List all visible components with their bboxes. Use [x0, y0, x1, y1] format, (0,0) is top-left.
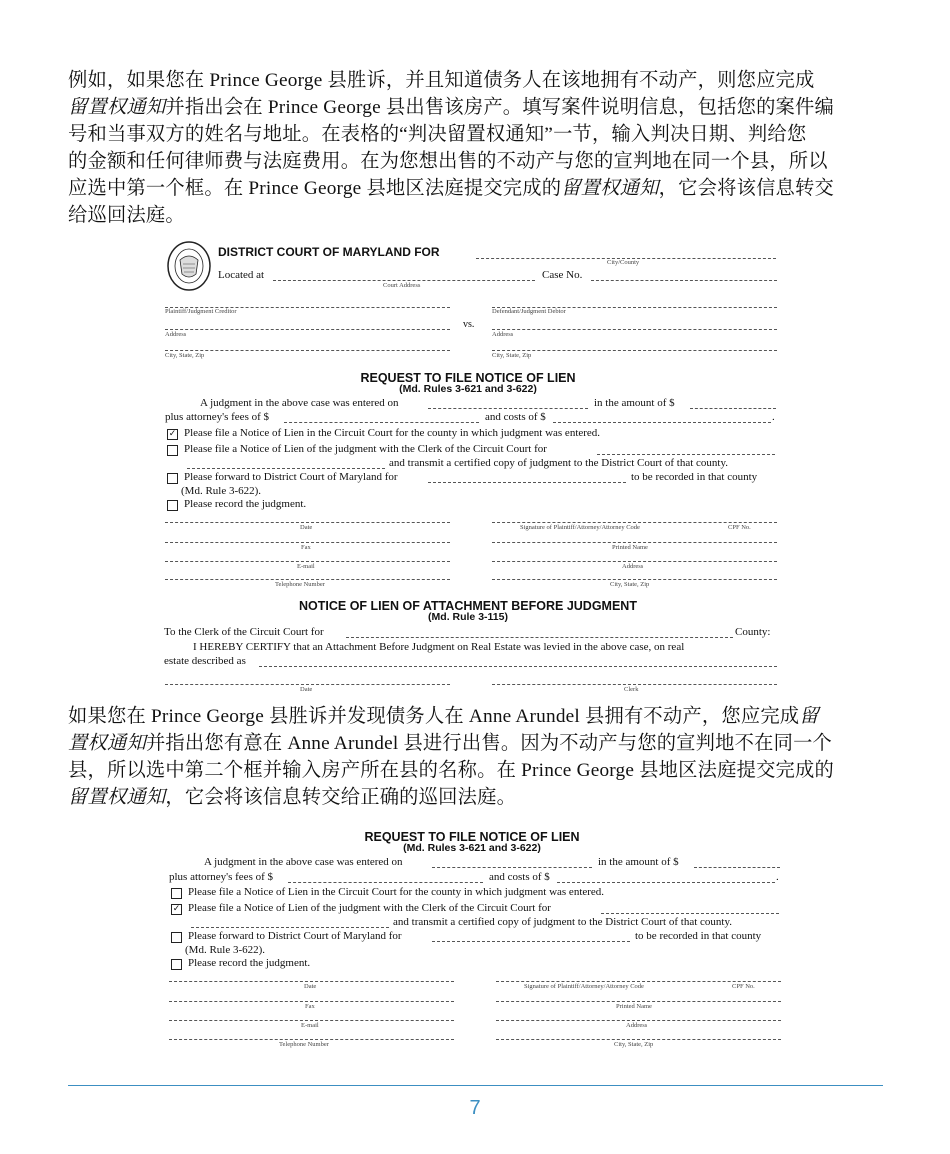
para2-line4: 留置权通知，它会将该信息转交给正确的巡回法庭。 — [68, 787, 517, 808]
forward-county-field-2[interactable] — [432, 941, 630, 942]
court-header: DISTRICT COURT OF MARYLAND FOR — [218, 245, 440, 259]
form-image-2: REQUEST TO FILE NOTICE OF LIEN (Md. Rules 3-621 and 3-622) A judgment in the above case was entered on in the amount of $ plus attorney's fees of $ and costs of $ . Please file a Notice of Lien in the Circuit Court for the county in which judgment was entered. ✓ Please file a Notice of Lien of the judgment with the Clerk of the Circuit Court for and transmit a certified copy of judgment to the District Court of that county. Please forward to District Court of Maryland for to be recorded in that county (Md. Rule 3-622). Please record the judgment. Date Fax E-mail Telephone Number Signature of Plaintiff/Attorney/Attorney Code CPF No. Printed Name Address City, State, Zip — [0, 0, 950, 1154]
costs-field-2[interactable] — [557, 882, 775, 883]
form2-title: REQUEST TO FILE NOTICE OF LIEN — [364, 830, 580, 844]
para1-line2: 留置权通知并指出会在 Prince George 县出售该房产。填写案件说明信息，包括您的案件编 — [68, 97, 834, 118]
judgment-date-field-2[interactable] — [432, 867, 592, 868]
phone-field-2[interactable] — [169, 1039, 454, 1040]
lien-notice-term: 留置权通知 — [68, 97, 166, 118]
option4-checkbox-2[interactable] — [171, 959, 182, 970]
para1-line5: 应选中第一个框。在 Prince George 县地区法庭提交完成的留置权通知，它会将该信息转交 — [68, 178, 835, 199]
form-image-1: DISTRICT COURT OF MARYLAND FOR City/County Located at Court Address Case No. Plaintiff/Judgment Creditor Address City, State, Zip vs. Defendant/Judgment Debtor Address City, State, Zip REQUEST TO FILE NOTICE OF LIEN (Md. Rules 3-621 and 3-622) A judgment in the above case was entered on in the amount of $ plus attorney's fees of $ and costs of $ . ✓ Please file a Notice of Lien in the Circuit Court for the county in which judgment was entered. Please file a Notice of Lien of the judgment with the Clerk of the Circuit Court for and transmit a certified copy of judgment to the District Court of that county. Please forward to District Court of Maryland for to be recorded in that county (Md. Rule 3-622). Please record the judgment. Date Fax E-mail Telephone Number Signature of Plaintiff/Attorney/Attorney Code CPF No. Printed Name Address City, State, Zip NOTICE OF LIEN OF ATTACHMENT BEFORE JUDGMENT (Md. Rule 3-115) To the Clerk of the Circuit Court for County: I HEREBY CERTIFY that an Attachment Before Judgment on Real Estate was levied in the above case, on real estate described as Date Clerk — [0, 0, 950, 700]
circuit-court-field-b2[interactable] — [191, 927, 389, 928]
para2-line1: 如果您在 Prince George 县胜诉并发现债务人在 Anne Arundel 县拥有不动产，您应完成留 — [68, 706, 819, 727]
circuit-court-field-b[interactable] — [601, 913, 779, 914]
para2-line3: 县，所以选中第二个框并输入房产所在县的名称。在 Prince George 县地区法庭提交完成的 — [68, 760, 834, 781]
option1-checkbox[interactable]: ✓ — [168, 429, 177, 439]
para2-line2: 置权通知并指出您有意在 Anne Arundel 县进行出售。因为不动产与您的宣判地不在同一个 — [68, 733, 833, 754]
sig-city-field-2[interactable] — [496, 1039, 781, 1040]
para1-line4: 的金额和任何律师费与法庭费用。在为您想出售的不动产与您的宣判地在同一个县，所以 — [68, 151, 828, 172]
footer-rule — [68, 1085, 883, 1086]
printed-name-field-2[interactable] — [496, 1001, 781, 1002]
atty-fees-field-2[interactable] — [288, 882, 483, 883]
date-field-2[interactable] — [169, 981, 454, 982]
form1-attachment-title: NOTICE OF LIEN OF ATTACHMENT BEFORE JUDGMENT — [299, 599, 637, 613]
fax-field-2[interactable] — [169, 1001, 454, 1002]
option1-checkbox-2[interactable] — [171, 888, 182, 899]
para1-line6: 给巡回法庭。 — [68, 205, 185, 226]
judgment-amount-field-2[interactable] — [694, 867, 780, 868]
email-field-2[interactable] — [169, 1020, 454, 1021]
option3-checkbox-2[interactable] — [171, 932, 182, 943]
signature-field-2[interactable] — [496, 981, 781, 982]
form1-title: REQUEST TO FILE NOTICE OF LIEN — [360, 371, 576, 385]
page-number: 7 — [469, 1097, 481, 1119]
para1-line1: 例如，如果您在 Prince George 县胜诉，并且知道债务人在该地拥有不动产，则您应完成 — [68, 70, 815, 91]
para1-line3: 号和当事双方的姓名与地址。在表格的“判决留置权通知”一节，输入判决日期、判给您 — [68, 124, 807, 145]
option2-checkbox-2[interactable]: ✓ — [172, 904, 181, 914]
sig-address-field-2[interactable] — [496, 1020, 781, 1021]
